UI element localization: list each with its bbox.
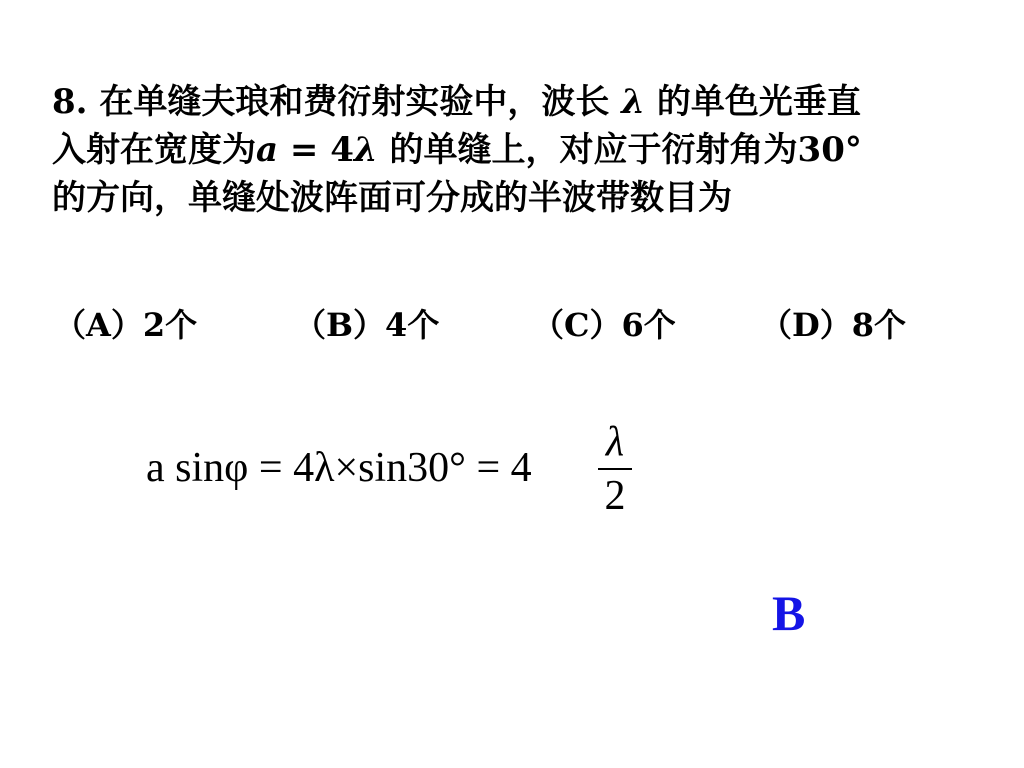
option-d: （D）8个 (760, 306, 907, 344)
question-line-3: 的方向，单缝处波阵面可分成的半波带数目为 (52, 178, 732, 218)
formula-fraction (598, 420, 632, 518)
fraction-numerator: λ (605, 419, 625, 465)
correct-answer: B (772, 585, 806, 641)
question-number: 8. (52, 82, 88, 122)
slit-width-variable: a (256, 130, 279, 170)
question-text (52, 78, 982, 222)
option-c: （C）6个 (532, 306, 676, 344)
lambda-symbol: λ (621, 82, 646, 122)
fraction-denominator: 2 (604, 473, 626, 519)
option-b: （B）4个 (294, 306, 440, 344)
fraction-bar (598, 468, 632, 470)
question-line-1: 8. 在单缝夫琅和费衍射实验中，波长 λ 的单色光垂直 (52, 82, 861, 122)
lambda-symbol: λ (353, 130, 378, 170)
solution-formula (146, 420, 646, 530)
question-line-2: 入射在宽度为a = 4λ 的单缝上，对应于衍射角为30° (52, 130, 862, 170)
option-a: （A）2个 (54, 306, 198, 344)
formula-expression: a sinφ = 4λ×sin30° = 4 (146, 445, 532, 491)
